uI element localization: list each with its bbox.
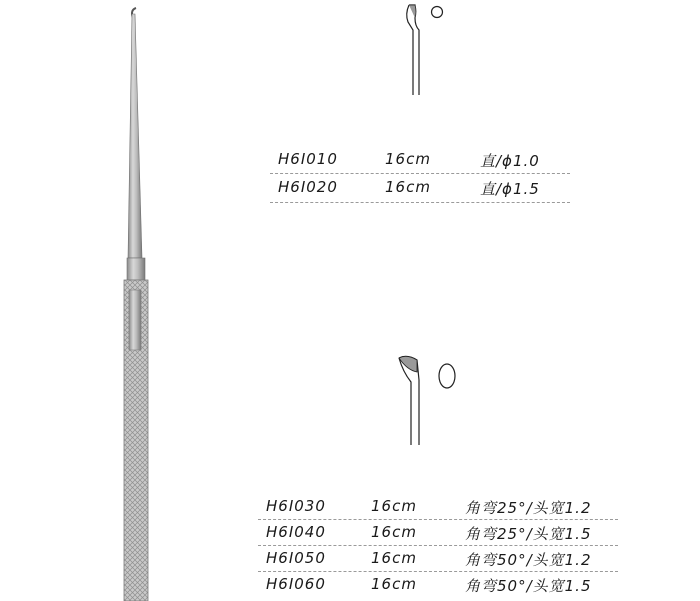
table-row (258, 547, 618, 571)
table-row (270, 148, 570, 172)
spec-table-1 (270, 148, 570, 208)
spec-table-2 (258, 495, 618, 601)
product-spec: 角弯25°/头宽1.2 (465, 499, 592, 517)
product-code: H6I060 (266, 575, 326, 593)
product-spec: 直/ϕ1.0 (480, 152, 540, 170)
product-code: H6I030 (266, 497, 326, 515)
product-length: 16cm (371, 497, 417, 515)
product-code: H6I020 (278, 178, 338, 196)
row-divider (258, 571, 618, 572)
tip-detail-angled-drawing (395, 350, 475, 450)
table-row (258, 573, 618, 597)
product-code: H6I050 (266, 549, 326, 567)
product-length: 16cm (371, 523, 417, 541)
table-row (258, 495, 618, 519)
product-length: 16cm (371, 549, 417, 567)
tip-detail-straight-drawing (395, 0, 465, 100)
row-divider (270, 173, 570, 174)
product-spec: 角弯50°/头宽1.2 (465, 551, 592, 569)
row-divider (258, 519, 618, 520)
product-length: 16cm (385, 178, 431, 196)
product-code: H6I010 (278, 150, 338, 168)
product-spec: 角弯25°/头宽1.5 (465, 525, 592, 543)
table-row (258, 521, 618, 545)
table-row (270, 176, 570, 200)
row-divider (258, 545, 618, 546)
product-code: H6I040 (266, 523, 326, 541)
product-spec: 角弯50°/头宽1.5 (465, 577, 592, 595)
row-divider (270, 202, 570, 203)
product-spec: 直/ϕ1.5 (480, 180, 540, 198)
product-length: 16cm (385, 150, 431, 168)
product-length: 16cm (371, 575, 417, 593)
